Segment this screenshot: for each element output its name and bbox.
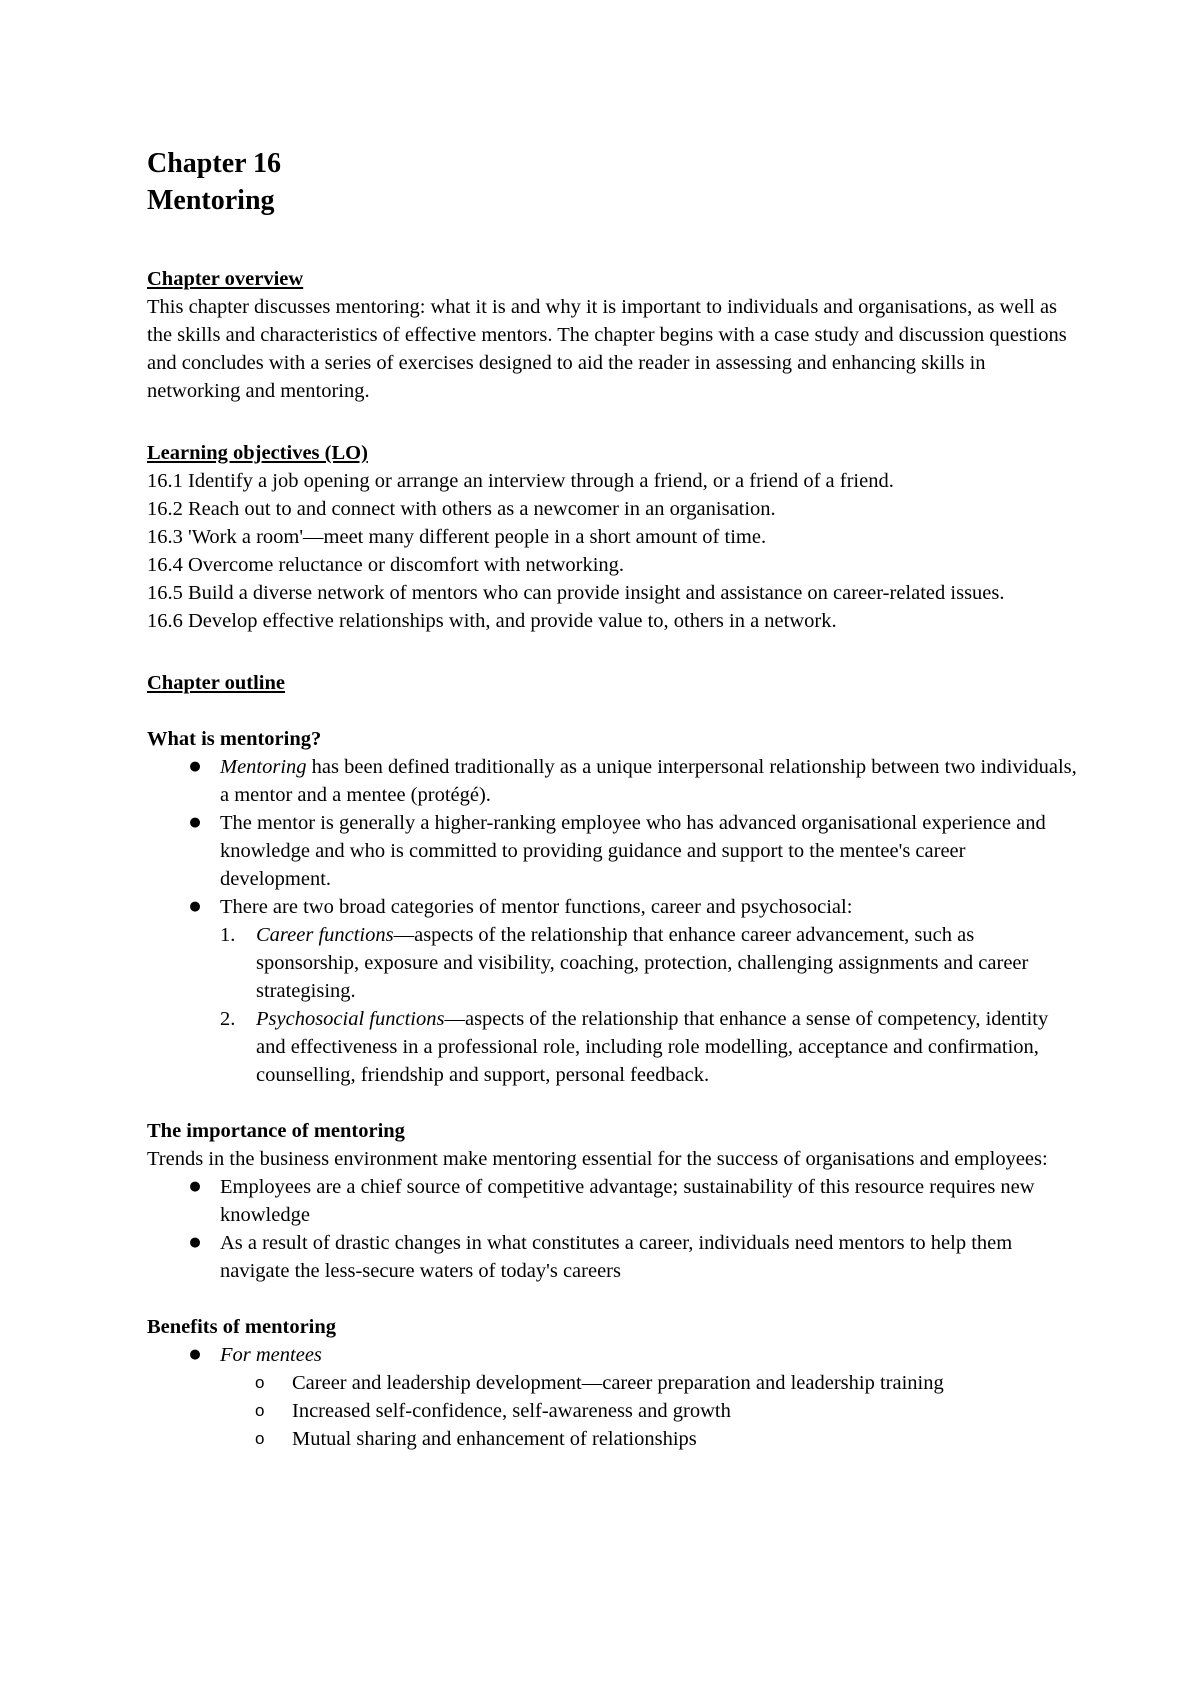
importance-section (147, 1117, 1077, 1285)
bullet-icon: ● (189, 1347, 201, 1362)
list-item (147, 809, 1077, 893)
bullet-icon: ● (189, 815, 201, 830)
sub-list-item (147, 1369, 1077, 1397)
outline-heading: Chapter outline (147, 672, 286, 694)
benefits-heading: Benefits of mentoring (147, 1316, 337, 1338)
item-number: 1. (220, 924, 236, 946)
list-item-text: There are two broad categories of mentor functions, career and psychosocial: (220, 896, 853, 918)
list-item (147, 1341, 1077, 1369)
list-item-text: The mentor is generally a higher-ranking employee who has advanced organisational experience and knowledge and who is committed to providing guidance and support to the mentee's career development. (220, 812, 1046, 890)
list-item (147, 893, 1077, 1089)
bullet-icon: ● (189, 1235, 201, 1250)
numbered-list (220, 921, 1077, 1089)
list-item-text: Career and leadership development—career preparation and leadership training (292, 1372, 944, 1394)
what-is-heading: What is mentoring? (147, 728, 322, 750)
chapter-name: Mentoring (147, 185, 275, 216)
benefits-list (147, 1341, 1077, 1369)
objective-item: 16.5 Build a diverse network of mentors who can provide insight and assistance on career-related issues. (147, 582, 1005, 604)
list-item-text: Employees are a chief source of competitive advantage; sustainability of this resource requires new knowledge (220, 1176, 1035, 1226)
numbered-item (220, 1005, 1077, 1089)
circle-bullet-icon: o (255, 1401, 265, 1420)
objective-item: 16.6 Develop effective relationships with, and provide value to, others in a network. (147, 610, 837, 632)
objective-item: 16.2 Reach out to and connect with others as a newcomer in an organisation. (147, 498, 776, 520)
list-item-text: —aspects of the relationship that enhance career advancement, such as sponsorship, exposure and visibility, coaching, protection, challenging assignments and career strategising. (256, 924, 1029, 1002)
importance-list (147, 1173, 1077, 1285)
list-item-text: For mentees (220, 1344, 322, 1366)
term: Career functions (256, 924, 394, 946)
bullet-icon: ● (189, 759, 201, 774)
bullet-icon: ● (189, 899, 201, 914)
objective-item: 16.4 Overcome reluctance or discomfort with networking. (147, 554, 625, 576)
list-item-text: Increased self-confidence, self-awareness and growth (292, 1400, 731, 1422)
circle-bullet-icon: o (255, 1373, 265, 1392)
overview-heading: Chapter overview (147, 268, 304, 290)
importance-heading: The importance of mentoring (147, 1120, 405, 1142)
outline-section (147, 669, 1077, 697)
list-item-text: As a result of drastic changes in what constitutes a career, individuals need mentors to help them navigate the less-secure waters of today's careers (220, 1232, 1013, 1282)
term: Psychosocial functions (256, 1008, 445, 1030)
overview-text: This chapter discusses mentoring: what it is and why it is important to individuals and organisations, as well as the skills and characteristics of effective mentors. The chapter begins with a case study and discussion questions and concludes with a series of exercises designed to aid the reader in assessing and enhancing skills in networking and mentoring. (147, 296, 1067, 402)
chapter-title (147, 145, 1077, 219)
document-page (147, 145, 1077, 1453)
mentee-benefits-list (147, 1369, 1077, 1453)
overview-section (147, 265, 1077, 405)
numbered-item (220, 921, 1077, 1005)
bullet-icon: ● (189, 1179, 201, 1194)
list-item-text: Mutual sharing and enhancement of relationships (292, 1428, 697, 1450)
list-item (147, 1229, 1077, 1285)
objective-item: 16.3 'Work a room'—meet many different people in a short amount of time. (147, 526, 767, 548)
circle-bullet-icon: o (255, 1429, 265, 1448)
item-number: 2. (220, 1008, 236, 1030)
term: Mentoring (220, 756, 307, 778)
list-item (147, 753, 1077, 809)
sub-list-item (147, 1425, 1077, 1453)
objectives-heading: Learning objectives (LO) (147, 442, 368, 464)
list-item-text: —aspects of the relationship that enhance a sense of competency, identity and effectiveness in a professional role, including role modelling, acceptance and confirmation, counselling, friendship and support, personal feedback. (256, 1008, 1049, 1086)
sub-list-item (147, 1397, 1077, 1425)
what-is-list (147, 753, 1077, 1089)
benefits-section (147, 1313, 1077, 1453)
list-item-text: has been defined traditionally as a unique interpersonal relationship between two individuals, a mentor and a mentee (protégé). (220, 756, 1077, 806)
chapter-number: Chapter 16 (147, 148, 282, 179)
objective-item: 16.1 Identify a job opening or arrange an interview through a friend, or a friend of a friend. (147, 470, 894, 492)
what-is-section (147, 725, 1077, 1089)
objectives-section (147, 439, 1077, 635)
importance-text: Trends in the business environment make mentoring essential for the success of organisations and employees: (147, 1148, 1048, 1170)
list-item (147, 1173, 1077, 1229)
